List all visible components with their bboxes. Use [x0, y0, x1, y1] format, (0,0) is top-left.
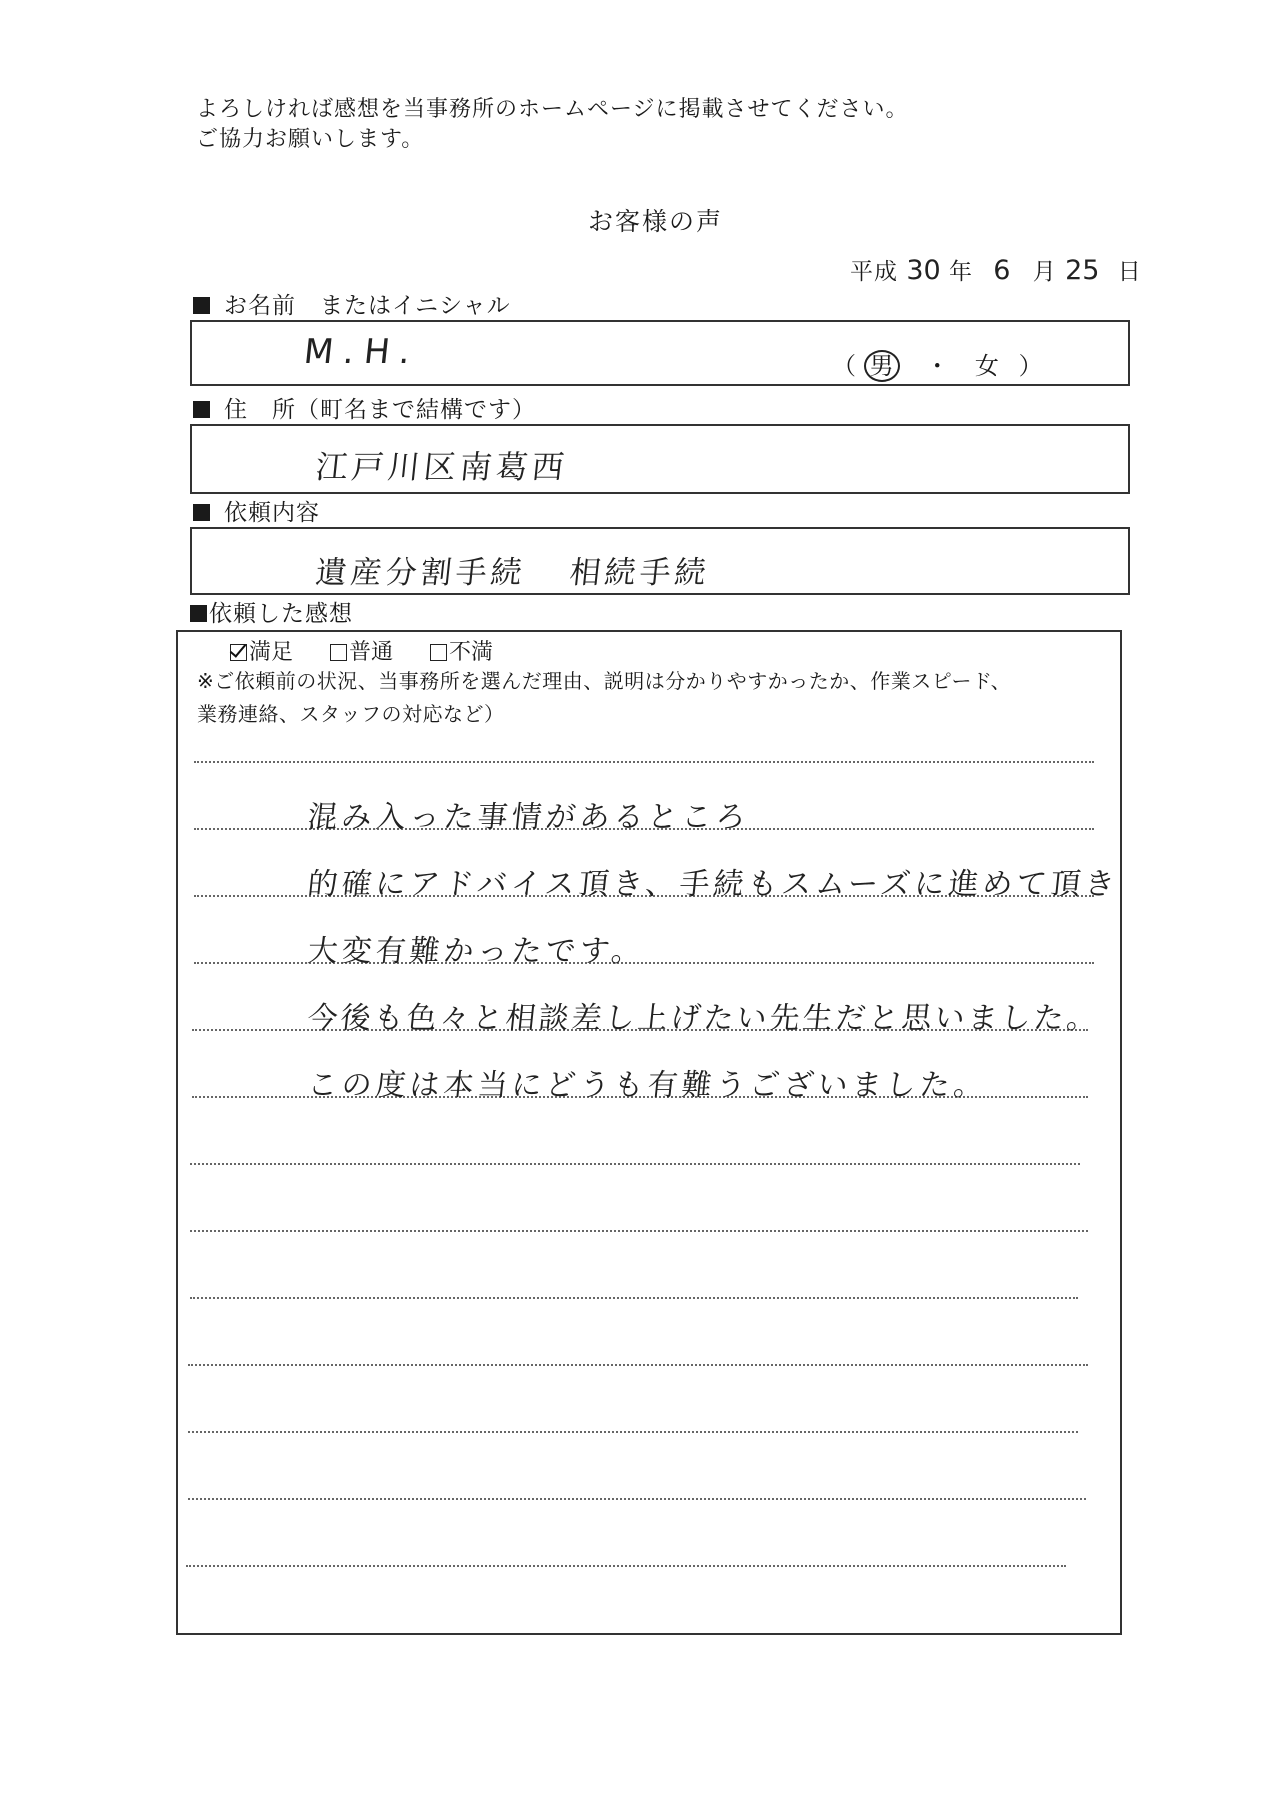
request-label-row — [193, 494, 320, 527]
gender-separator: ・ — [925, 352, 950, 380]
request-value-2: 相続手続 — [567, 555, 712, 591]
comment-line: この度は本当にどうも有難うございました。 — [305, 1068, 990, 1103]
comment-line: 混み入った事情があるところ — [305, 800, 752, 835]
page-title: お客様の声 — [588, 207, 724, 236]
date-month: 6 — [993, 255, 1011, 286]
feedback-box — [176, 630, 1122, 1635]
date-month-unit: 月 — [1032, 259, 1057, 285]
address-label: 住 所（町名まで結構です） — [224, 397, 536, 423]
option-normal[interactable]: 普通 — [330, 640, 393, 665]
bullet-square-icon — [190, 605, 207, 622]
bullet-square-icon — [193, 504, 210, 521]
bullet-square-icon — [193, 401, 210, 418]
address-label-row — [193, 391, 536, 424]
writing-line — [190, 1163, 1080, 1165]
checkbox-checked-icon[interactable] — [230, 644, 247, 661]
date-era: 平成 — [850, 259, 898, 285]
address-field[interactable] — [190, 424, 1130, 494]
date-year-unit: 年 — [948, 259, 973, 285]
note-line-1: ※ご依頼前の状況、当事務所を選んだ理由、説明は分かりやすかったか、作業スピード、 — [197, 669, 1012, 693]
intro-line-2: ご協力お願いします。 — [196, 127, 425, 152]
writing-line — [186, 1565, 1066, 1567]
checkbox-icon[interactable] — [430, 644, 447, 661]
name-value: M.H. — [301, 332, 423, 372]
option-satisfied[interactable]: 満足 — [230, 640, 293, 665]
comment-line: 的確にアドバイス頂き、手続もスムーズに進めて頂き — [305, 867, 1121, 902]
name-label-row — [193, 287, 511, 320]
comment-line: 今後も色々と相談差し上げたい先生だと思いました。 — [305, 1001, 1102, 1036]
address-value: 江戸川区南葛西 — [313, 448, 570, 486]
writing-line — [190, 1297, 1078, 1299]
gender-open-paren: （ — [832, 352, 856, 380]
gender-male-option[interactable]: 男 — [864, 350, 900, 382]
writing-line — [190, 1230, 1088, 1232]
request-value-1: 遺産分割手続 — [313, 555, 528, 591]
writing-line — [188, 1498, 1086, 1500]
bullet-square-icon — [193, 297, 210, 314]
option-dissatisfied[interactable]: 不満 — [430, 640, 493, 665]
name-field[interactable] — [190, 320, 1130, 386]
name-label: お名前 またはイニシャル — [224, 293, 511, 319]
comment-line: 大変有難かったです。 — [305, 934, 648, 969]
gender-female-option[interactable]: 女 — [974, 352, 999, 380]
gender-selector[interactable] — [832, 346, 1043, 382]
writing-line — [188, 1431, 1078, 1433]
feedback-label: 依頼した感想 — [209, 601, 353, 627]
request-label: 依頼内容 — [224, 500, 320, 526]
note-line-2: 業務連絡、スタッフの対応など） — [197, 702, 505, 726]
intro-line-1: よろしければ感想を当事務所のホームページに掲載させてください。 — [196, 97, 909, 122]
satisfaction-options — [230, 635, 493, 666]
feedback-label-row — [190, 595, 353, 628]
request-field[interactable] — [190, 527, 1130, 595]
writing-line — [194, 761, 1094, 763]
gender-close-paren: ） — [1018, 352, 1043, 380]
writing-line — [188, 1364, 1088, 1366]
date-field — [850, 256, 1142, 287]
date-day: 25 — [1065, 255, 1100, 286]
date-year: 30 — [906, 255, 941, 286]
date-day-unit: 日 — [1117, 259, 1142, 285]
checkbox-icon[interactable] — [330, 644, 347, 661]
